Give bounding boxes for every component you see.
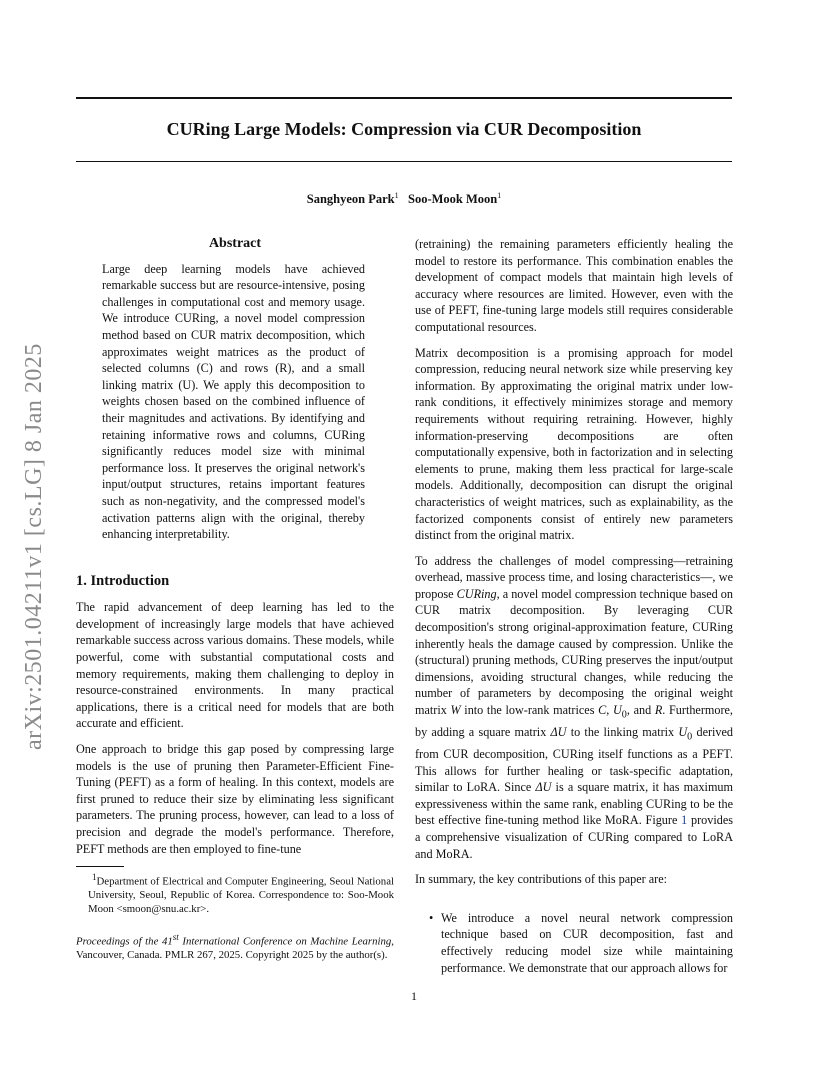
contributions-list [415, 910, 733, 976]
left-column [76, 236, 394, 972]
math-symbol: U [678, 725, 688, 740]
text-run: , a novel model compression technique based on CUR matrix decomposition. By leveraging CUR decomposition's strong original-approximation feature, CURing inherently heals the damage caused by compression. Unlike the (structural) pruning methods, CURing preserves the input/output dimensions, avoiding structural changes, while reducing the number of parameters by decomposing the original weight matrix [415, 586, 733, 718]
paragraph: Matrix decomposition is a promising approach for model compression, reducing neural network size while preserving key information. By approximating the original matrix under low-rank conditions, it effectively minimizes storage and memory requirements without requiring retraining. However, highly information-preserving decompositions are often computationally expensive, both in factorization and in selecting elements to prune, making them less practical for large-scale models. Additionally, decomposition can disrupt the original characteristics of weight matrices, such as explainability, as the factorized components consist of entirely new parameters distinct from the original matrix. [415, 345, 733, 543]
math-symbol: ΔU [535, 780, 552, 795]
text-run: , [606, 703, 613, 718]
bullet-icon: • [429, 910, 434, 925]
text-run: , and [626, 703, 655, 718]
text-run: into the low-rank matrices [460, 703, 599, 718]
abstract-heading: Abstract [208, 236, 262, 251]
math-symbol: U [612, 703, 622, 718]
paragraph: In summary, the key contributions of this paper are: [415, 872, 668, 887]
author-list [76, 191, 732, 207]
footnote-rule [76, 866, 124, 867]
title-rule-top [76, 97, 732, 99]
proceedings-footnote [76, 931, 394, 963]
math-symbol: C [598, 703, 607, 718]
math-subscript: 0 [621, 709, 627, 721]
affiliation-footnote [76, 871, 394, 916]
paper-title: CURing Large Models: Compression via CUR Decomposition [166, 119, 642, 139]
title-rule-bottom [76, 161, 732, 162]
affiliation-mark: 1 [497, 191, 502, 200]
text-run: To address the challenges of model compressing—retraining overhead, massive process time, and losing characteristics—, we propose [415, 553, 733, 601]
paragraph: The rapid advancement of deep learning has led to the development of increasingly large models that have achieved remarkable success across various domains. These models, while powerful, come with substantial computational costs and memory requirements, making them challenging to deploy in resource-constrained environments. In many practical applications, there is a critical need for models that are both accurate and efficient. [76, 600, 394, 731]
section-heading: 1. Introduction [76, 572, 170, 589]
math-symbol: W [450, 703, 461, 718]
math-subscript: 0 [687, 731, 693, 743]
list-item-text: We introduce a novel neural network compression technique based on CUR decomposition, fast and effectively reducing model size while maintaining performance. We demonstrate that our approach allows for [441, 910, 733, 975]
text-run: to the linking matrix [566, 725, 679, 740]
arxiv-stamp: arXiv:2501.04211v1 [cs.LG] 8 Jan 2025 [21, 343, 47, 750]
method-name: CURing [456, 586, 497, 601]
text-run: is a square matrix, it has maximum expressiveness within the same rank, enabling CURing to be the best effective fine-tuning method like MoRA. Figure [415, 780, 733, 828]
proceedings-conference: International Conference on Machine Learning [178, 935, 392, 948]
proceedings-ordinal: st [172, 931, 179, 942]
math-symbol: R [654, 703, 663, 718]
affiliation-mark: 1 [394, 191, 399, 200]
proceedings-suffix: , Vancouver, Canada. PMLR 267, 2025. Copyright 2025 by the author(s). [76, 935, 394, 961]
list-item [429, 910, 733, 976]
abstract-body: Large deep learning models have achieved remarkable success but are resource-intensive, posing challenges in computational cost and memory usage. We introduce CURing, a novel model compression method based on CUR matrix decomposition, which approximates weight matrices as the product of selected columns (C) and rows (R), and a small linking matrix (U). We apply this decomposition to weights chosen based on the combined influence of their magnitudes and activations. By identifying and retaining informative rows and columns, CURing significantly reduces model size with minimal performance loss. It preserves the original network's input/output structures, retains important features such as non-negativity, and the compressed model's activation patterns align with the original, thereby enhancing interpretability. [102, 261, 365, 542]
text-run: derived from CUR decomposition, CURing itself functions as a PEFT. This allows for further healing or task-specific adaptation, similar to LoRA. Since [415, 725, 734, 795]
page-number: 1 [411, 989, 417, 1003]
text-run: . Furthermore, by adding a square matrix [415, 703, 733, 740]
paragraph: (retraining) the remaining parameters efficiently healing the model to restore its performance. This combination enables the development of compact models that maintain high levels of accuracy where resources are limited. However, even with the use of PEFT, fine-tuning large models still requires considerable computational resources. [415, 237, 733, 334]
footnote-text: Department of Electrical and Computer Engineering, Seoul National University, Seoul, Republic of Korea. Correspondence to: Soo-Mook Moon <smoon@snu.ac.kr>. [88, 875, 394, 915]
proceedings-prefix: Proceedings of the 41 [76, 935, 173, 948]
author-name: Sanghyeon Park [306, 192, 395, 207]
footnote-mark: 1 [92, 872, 97, 883]
right-column [415, 236, 733, 976]
math-symbol: ΔU [550, 725, 567, 740]
paragraph: One approach to bridge this gap posed by compressing large models is the use of pruning then Parameter-Efficient Fine-Tuning (PEFT) as a form of healing. In this context, models are first pruned to reduce their size by eliminating less significant parameters. The pruning process, however, can lead to a loss of precision and degrade the model's performance. Therefore, PEFT methods are then employed to fine-tune [76, 742, 394, 856]
figure-reference-link[interactable]: 1 [681, 813, 688, 828]
text-run: provides a comprehensive visualization of CURing compared to LoRA and MoRA. [415, 813, 733, 861]
paragraph [415, 553, 733, 863]
author-name: Soo-Mook Moon [408, 192, 498, 207]
